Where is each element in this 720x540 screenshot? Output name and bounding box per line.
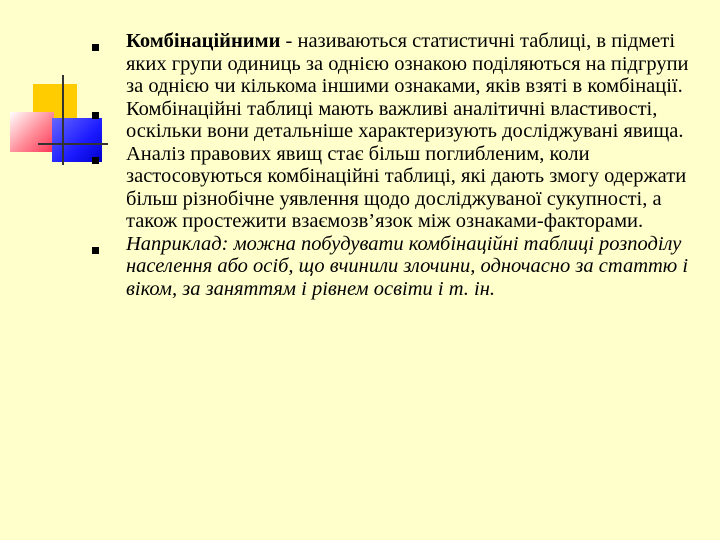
bullet-list bbox=[92, 30, 704, 300]
list-item bbox=[92, 98, 704, 143]
square-bullet-icon bbox=[92, 112, 99, 119]
list-item-text: Комбінаційні таблиці мають важливі аналітичні властивості, оскільки вони детальніше характеризують досліджувані явища. bbox=[126, 97, 684, 142]
square-bullet-icon bbox=[92, 247, 99, 254]
term-bold: Комбінаційними bbox=[126, 30, 281, 52]
list-item-text: Наприклад: можна побудувати комбінаційні таблиці розподілу населення або осіб, що вчинили злочини, одночасно за статтю і віком, за заняттям і рівнем освіти і т. ін. bbox=[126, 232, 689, 300]
list-item-text: Аналіз правових явищ стає більш поглибленим, коли застосовуються комбінаційні таблиці, які дають змогу одержати більш різнобічне уявлення щодо досліджуваної сукупності, а також простежити взаємозв’язок між ознаками-факторами. bbox=[126, 142, 687, 232]
term-definition: - називаються статистичні таблиці, в підметі яких групи одиниць за однією ознакою поділяються на підгрупи за однією чи кількома іншими ознаками, яків взяті в комбінації. bbox=[126, 30, 689, 97]
pink-square-shape bbox=[10, 112, 54, 152]
square-bullet-icon bbox=[92, 44, 99, 51]
list-item bbox=[92, 233, 704, 301]
list-item bbox=[92, 30, 704, 98]
list-item-text bbox=[126, 30, 704, 98]
list-item bbox=[92, 143, 704, 233]
vertical-line-shape bbox=[62, 75, 64, 165]
square-bullet-icon bbox=[92, 157, 99, 164]
